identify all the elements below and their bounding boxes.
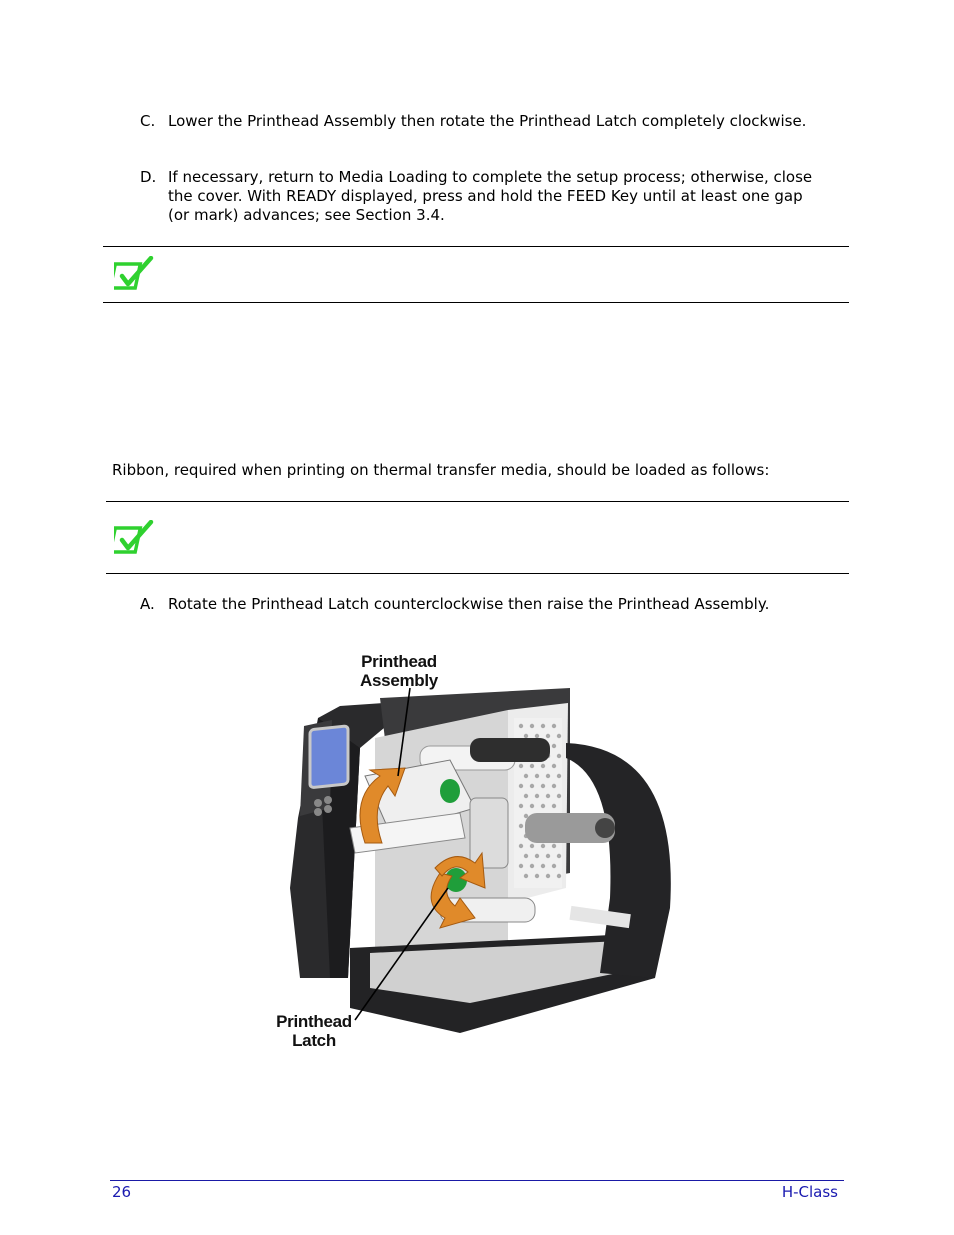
- perforation-dot: [524, 794, 528, 798]
- perforation-dot: [519, 804, 523, 808]
- perforation-dot: [530, 864, 534, 868]
- perforation-dot: [557, 734, 561, 738]
- perforation-dot: [530, 724, 534, 728]
- perforation-dot: [552, 764, 556, 768]
- note-bottom-rule: [103, 302, 849, 303]
- step-text: Rotate the Printhead Latch counterclockwise then raise the Printhead Assembly.: [168, 595, 770, 613]
- perforation-dot: [519, 784, 523, 788]
- perforation-dot: [546, 734, 550, 738]
- perforation-dot: [519, 824, 523, 828]
- perforation-dot: [546, 774, 550, 778]
- perforation-dot: [541, 804, 545, 808]
- callout-printhead-latch: [264, 1012, 364, 1050]
- note-top-rule: [103, 246, 849, 247]
- perforation-dot: [552, 804, 556, 808]
- step-text: Lower the Printhead Assembly then rotate the Printhead Latch completely clockwise.: [168, 112, 807, 130]
- perforation-dot: [530, 804, 534, 808]
- perforation-dot: [530, 844, 534, 848]
- perforation-dot: [535, 874, 539, 878]
- perforation-dot: [524, 814, 528, 818]
- perforation-dot: [535, 854, 539, 858]
- perforation-dot: [546, 854, 550, 858]
- intro-paragraph: Ribbon, required when printing on thermal transfer media, should be loaded as follows:: [112, 461, 770, 479]
- perforation-dot: [530, 764, 534, 768]
- perforation-dot: [541, 844, 545, 848]
- callout-line: Printhead: [361, 652, 437, 671]
- callout-line: Assembly: [360, 671, 438, 690]
- product-name: H-Class: [781, 1183, 838, 1201]
- perforation-dot: [541, 764, 545, 768]
- perforation-dot: [519, 724, 523, 728]
- perforation-dot: [546, 874, 550, 878]
- perforation-dot: [541, 724, 545, 728]
- step-letter: A.: [140, 595, 155, 613]
- note-check-icon: [114, 520, 154, 554]
- callout-line: Printhead: [276, 1012, 352, 1031]
- note-check-icon: [114, 256, 154, 290]
- perforation-dot: [557, 794, 561, 798]
- perforation-dot: [524, 854, 528, 858]
- perforation-dot: [557, 754, 561, 758]
- perforation-dot: [519, 764, 523, 768]
- perforation-dot: [524, 774, 528, 778]
- perforation-dot: [546, 794, 550, 798]
- page-number: 26: [112, 1183, 132, 1201]
- perforation-dot: [519, 864, 523, 868]
- perforation-dot: [557, 774, 561, 778]
- perforation-dot: [541, 784, 545, 788]
- footer-rule: [110, 1180, 844, 1181]
- step-letter: D.: [140, 168, 157, 186]
- perforation-dot: [524, 874, 528, 878]
- perforation-dot: [552, 744, 556, 748]
- callout-line: Latch: [292, 1031, 336, 1050]
- perforation-dot: [552, 784, 556, 788]
- perforation-dot: [541, 864, 545, 868]
- perforation-dot: [519, 844, 523, 848]
- note-bottom-rule: [106, 573, 849, 574]
- perforation-dot: [557, 874, 561, 878]
- step-letter: C.: [140, 112, 156, 130]
- perforation-dot: [552, 724, 556, 728]
- perforation-dot: [557, 854, 561, 858]
- perforation-dot: [535, 774, 539, 778]
- perforation-dot: [530, 784, 534, 788]
- note-top-rule: [106, 501, 849, 502]
- printer-illustration: [270, 648, 690, 1053]
- perforation-dot: [535, 794, 539, 798]
- perforation-dot: [552, 844, 556, 848]
- printer-figure: [270, 648, 690, 1053]
- perforation-dot: [535, 734, 539, 738]
- step-text: If necessary, return to Media Loading to complete the setup process; otherwise, close the cover. With READY displayed, press and hold the FEED Key until at least one gap (or mark) advances; see Section 3.4.: [168, 168, 813, 224]
- perforation-dot: [552, 864, 556, 868]
- callout-printhead-assembly: [344, 652, 454, 690]
- perforation-dot: [524, 734, 528, 738]
